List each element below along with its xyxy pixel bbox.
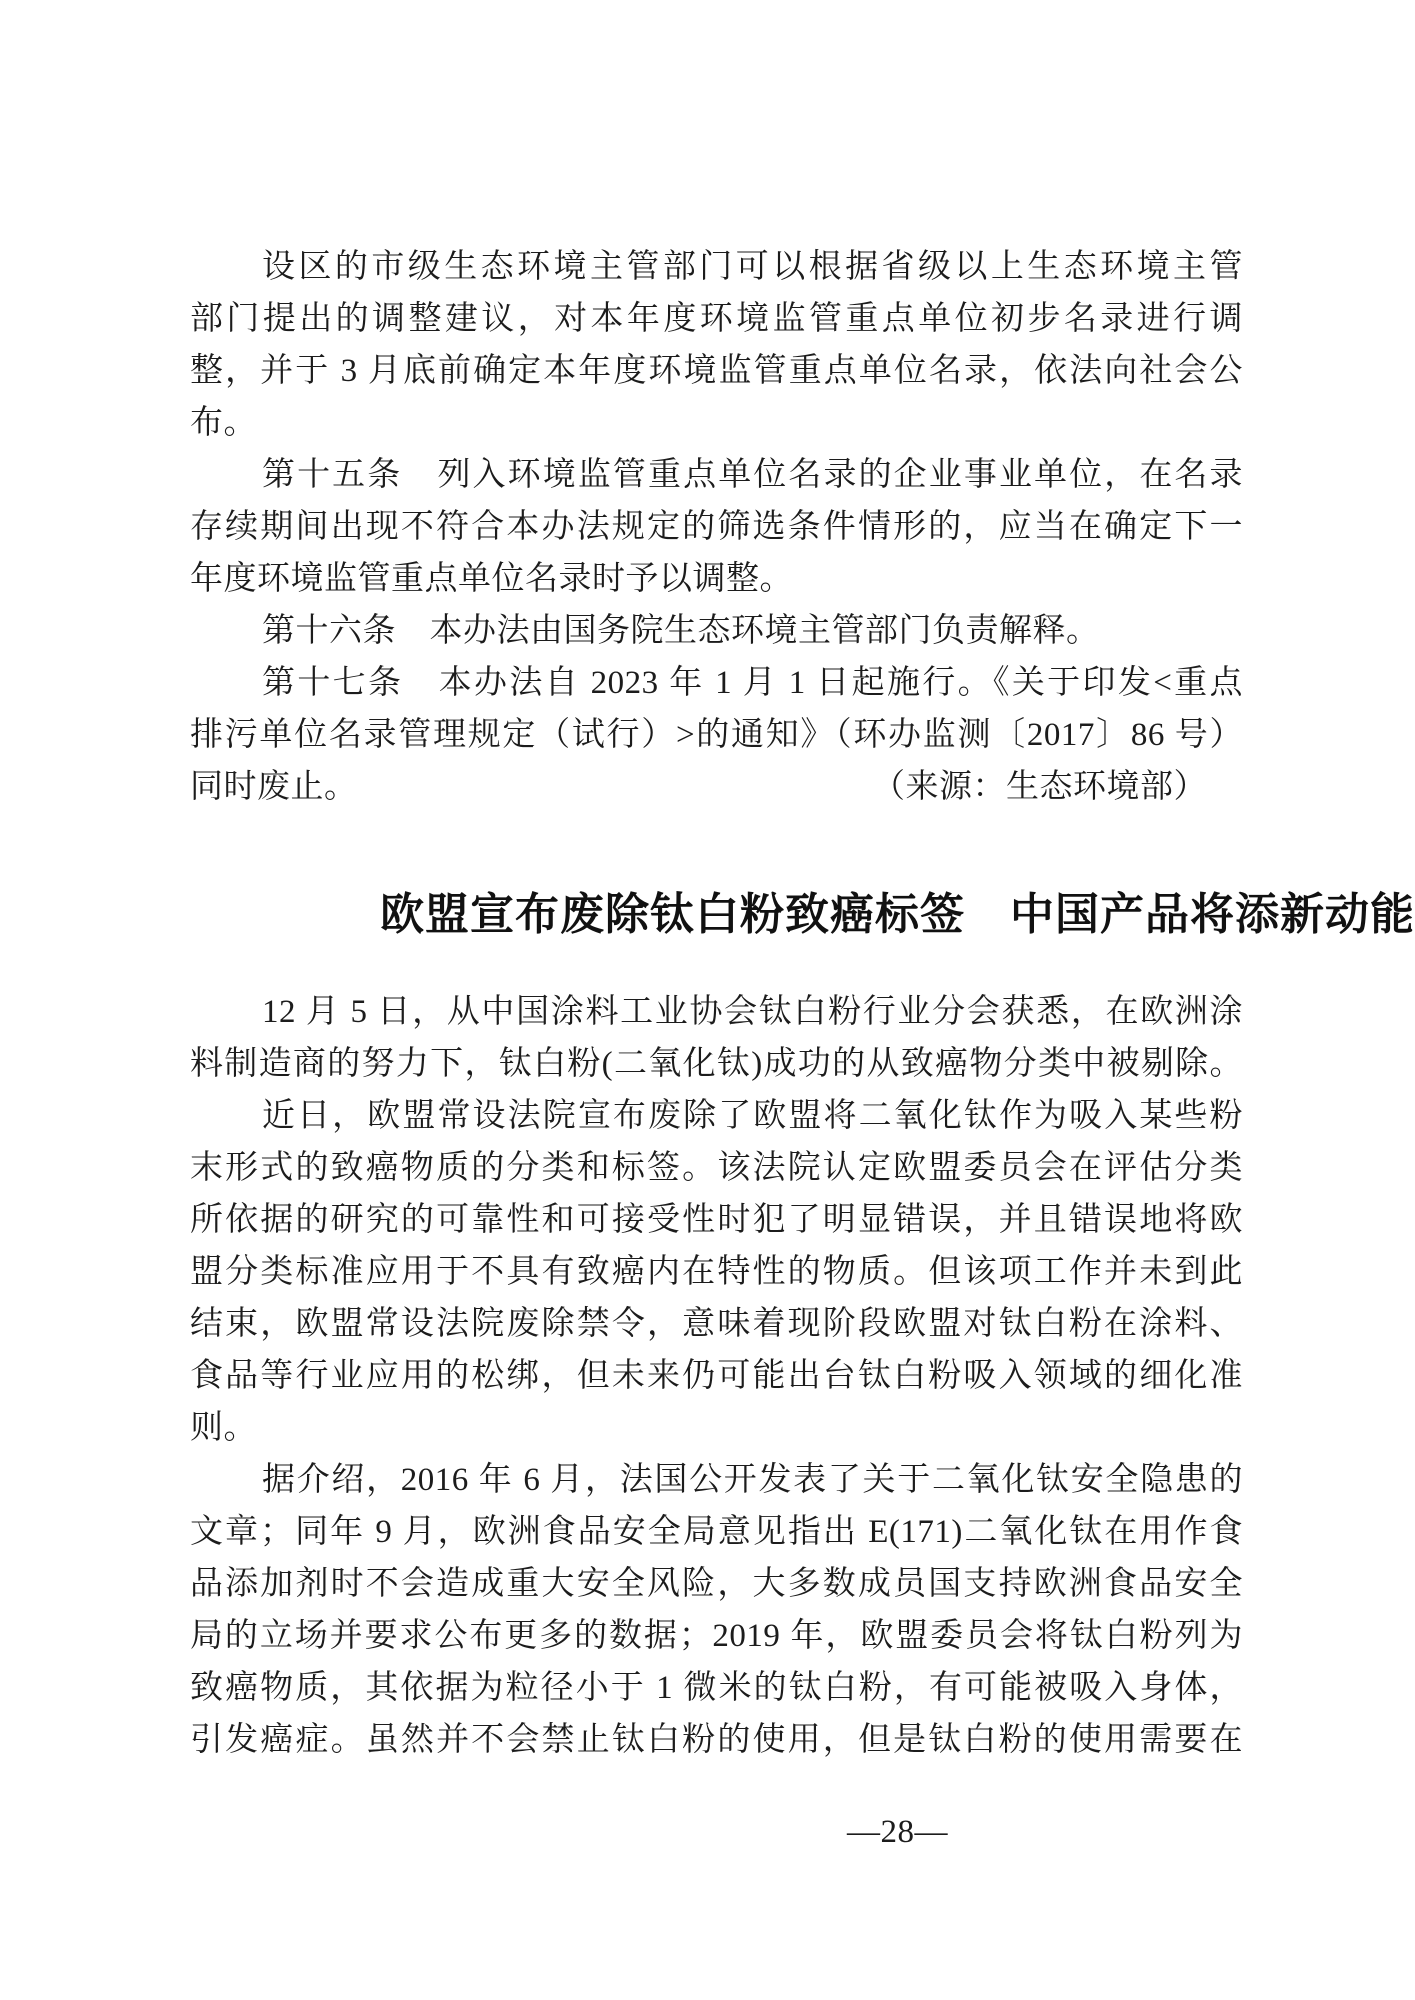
body-line: 整，并于 3 月底前确定本年度环境监管重点单位名录，依法向社会公 [190, 353, 1243, 389]
body-line: 第十七条 本办法自 2023 年 1 月 1 日起施行。《关于印发<重点 [262, 665, 1243, 701]
body-line: 局的立场并要求公布更多的数据；2019 年，欧盟委员会将钛白粉列为 [190, 1618, 1243, 1654]
body-line: 年度环境监管重点单位名录时予以调整。 [190, 561, 793, 597]
body-line: 排污单位名录管理规定（试行）>的通知》（环办监测〔2017〕86 号） [190, 717, 1243, 753]
body-line: 文章；同年 9 月，欧洲食品安全局意见指出 E(171)二氧化钛在用作食 [190, 1514, 1243, 1550]
page-number: —28— [847, 1814, 948, 1850]
body-line: 末形式的致癌物质的分类和标签。该法院认定欧盟委员会在评估分类 [190, 1150, 1243, 1186]
body-line: 品添加剂时不会造成重大安全风险，大多数成员国支持欧洲食品安全 [190, 1566, 1243, 1602]
body-line: 则。 [190, 1410, 257, 1446]
body-line: 引发癌症。虽然并不会禁止钛白粉的使用，但是钛白粉的使用需要在 [190, 1722, 1243, 1758]
body-line: 结束，欧盟常设法院废除禁令，意味着现阶段欧盟对钛白粉在涂料、 [190, 1306, 1243, 1342]
body-line: 盟分类标准应用于不具有致癌内在特性的物质。但该项工作并未到此 [190, 1254, 1243, 1290]
body-line: 布。 [190, 405, 257, 441]
source-note: （来源：生态环境部） [872, 769, 1207, 805]
body-line: 致癌物质，其依据为粒径小于 1 微米的钛白粉，有可能被吸入身体， [190, 1670, 1243, 1706]
body-line: 所依据的研究的可靠性和可接受性时犯了明显错误，并且错误地将欧 [190, 1202, 1243, 1238]
body-line: 设区的市级生态环境主管部门可以根据省级以上生态环境主管 [262, 249, 1243, 285]
body-line: 据介绍，2016 年 6 月，法国公开发表了关于二氧化钛安全隐患的 [262, 1462, 1243, 1498]
body-line: 部门提出的调整建议，对本年度环境监管重点单位初步名录进行调 [190, 301, 1243, 337]
body-line: 第十五条 列入环境监管重点单位名录的企业事业单位，在名录 [262, 457, 1243, 493]
body-line: 近日，欧盟常设法院宣布废除了欧盟将二氧化钛作为吸入某些粉 [262, 1098, 1243, 1134]
body-line-with-source [190, 761, 1243, 813]
body-line: 料制造商的努力下，钛白粉(二氧化钛)成功的从致癌物分类中被剔除。 [190, 1046, 1243, 1082]
article-title: 欧盟宣布废除钛白粉致癌标签 中国产品将添新动能 [380, 890, 1415, 939]
body-line: 第十六条 本办法由国务院生态环境主管部门负责解释。 [262, 613, 1100, 649]
body-line: 食品等行业应用的松绑，但未来仍可能出台钛白粉吸入领域的细化准 [190, 1358, 1243, 1394]
body-line: 存续期间出现不符合本办法规定的筛选条件情形的，应当在确定下一 [190, 509, 1243, 545]
body-line: 12 月 5 日，从中国涂料工业协会钛白粉行业分会获悉，在欧洲涂 [262, 994, 1243, 1030]
regulation-section [190, 241, 1243, 813]
body-line: 同时废止。 [190, 769, 358, 805]
article-body [190, 986, 1243, 1766]
